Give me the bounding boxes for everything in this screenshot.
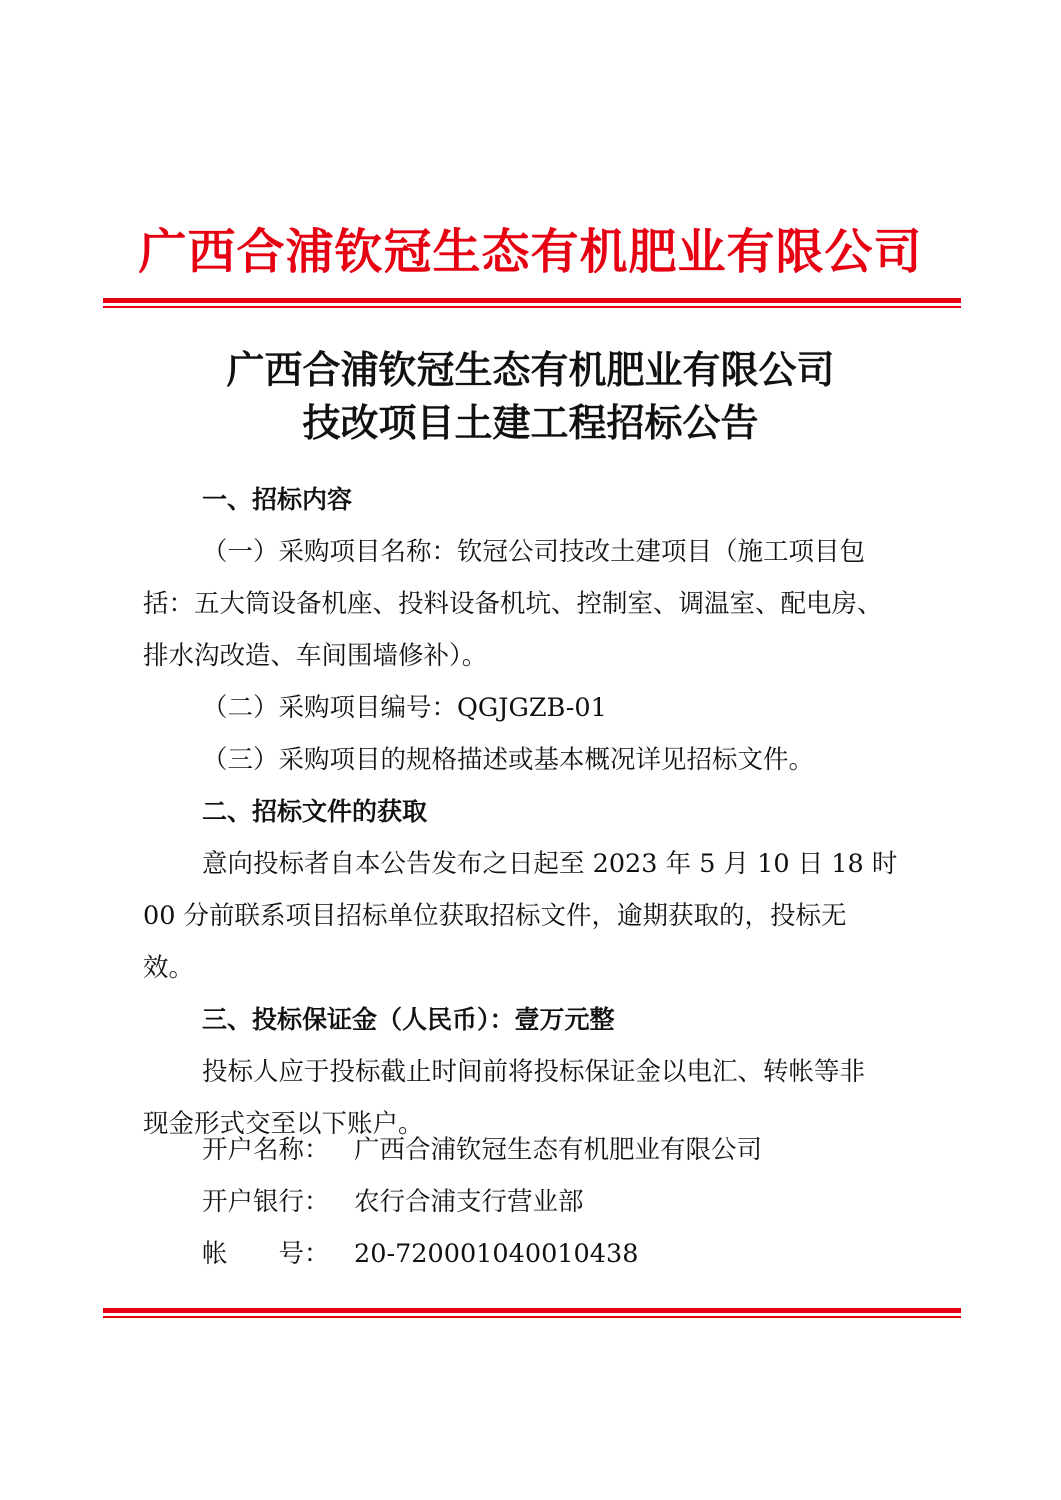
section-2-line-1: 意向投标者自本公告发布之日起至 2023 年 5 月 10 日 18 时 [202,849,898,879]
bank-row [202,1176,584,1228]
letterhead-company-name: 广西合浦钦冠生态有机肥业有限公司 [138,224,923,280]
notice-body [143,474,933,1150]
section-heading-1: 一、招标内容 [202,485,353,514]
item-2: （二）采购项目编号：QGJGZB-01 [202,693,607,723]
section-heading-2: 二、招标文件的获取 [202,797,428,826]
bank-label: 开户银行： [202,1187,330,1217]
section-2-line-3: 效。 [143,953,195,983]
section-heading-3: 三、投标保证金（人民币）：壹万元整 [202,1005,615,1034]
section-3-line-1: 投标人应于投标截止时间前将投标保证金以电汇、转帐等非 [202,1057,866,1087]
section-2-line-2: 00 分前联系项目招标单位获取招标文件，逾期获取的，投标无 [143,901,847,931]
account-number-label: 帐 号： [202,1239,330,1269]
bank-value: 农行合浦支行营业部 [354,1187,584,1217]
account-name-value: 广西合浦钦冠生态有机肥业有限公司 [354,1135,763,1165]
account-number-value: 20-720001040010438 [354,1239,639,1269]
section-3-line-2: 现金形式交至以下账户。 [143,1109,424,1139]
document-title-line-1: 广西合浦钦冠生态有机肥业有限公司 [226,347,835,392]
document-title-line-2: 技改项目土建工程招标公告 [302,400,759,445]
item-1-line-1: （一）采购项目名称：钦冠公司技改土建项目（施工项目包 [202,537,866,567]
item-3: （三）采购项目的规格描述或基本概况详见招标文件。 [202,745,815,775]
item-1-line-3: 排水沟改造、车间围墙修补）。 [143,641,488,671]
footer-rule [103,1308,961,1318]
account-name-label: 开户名称： [202,1135,330,1165]
item-1-line-2: 括：五大筒设备机座、投料设备机坑、控制室、调温室、配电房、 [143,589,883,619]
letterhead-rule [103,298,961,308]
account-number-row [202,1228,638,1280]
account-name-row [202,1124,762,1176]
